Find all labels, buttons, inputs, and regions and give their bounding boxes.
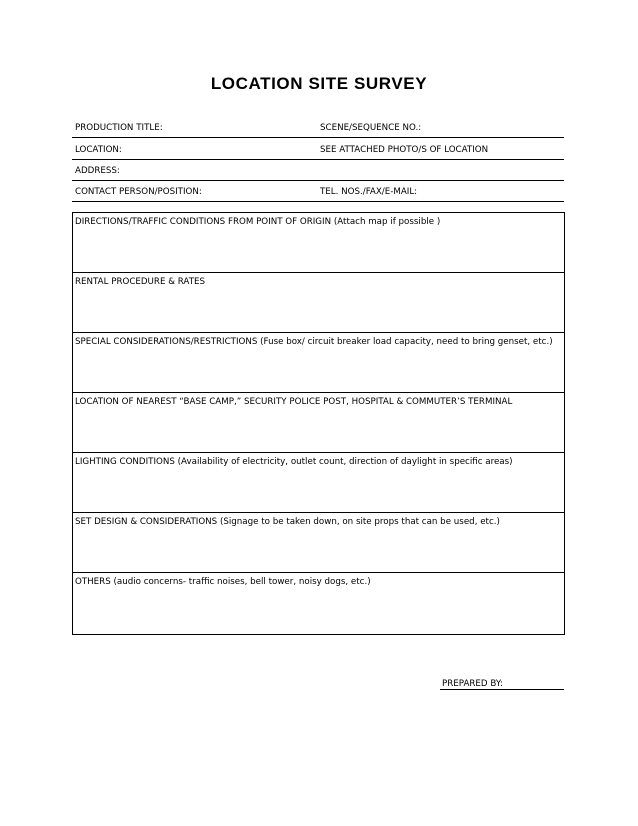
attached-photos-label: SEE ATTACHED PHOTO/S OF LOCATION: [320, 145, 489, 155]
field-row-location[interactable]: [72, 145, 564, 160]
production-title-label: PRODUCTION TITLE:: [75, 123, 163, 133]
section-label: OTHERS (audio concerns- traffic noises, bell tower, noisy dogs, etc.): [75, 577, 371, 587]
section-lighting-conditions[interactable]: [73, 453, 564, 513]
section-rental-procedure[interactable]: [73, 273, 564, 333]
survey-sections-box: [72, 212, 565, 635]
section-label: RENTAL PROCEDURE & RATES: [75, 277, 206, 287]
field-row-production-title[interactable]: [72, 123, 564, 138]
section-label: LOCATION OF NEAREST “BASE CAMP,” SECURITY POLICE POST, HOSPITAL & COMMUTER’S TERMINAL: [75, 397, 513, 407]
section-label: SPECIAL CONSIDERATIONS/RESTRICTIONS (Fuse box/ circuit breaker load capacity, need to bring genset, etc.): [75, 337, 553, 347]
section-set-design[interactable]: [73, 513, 564, 573]
scene-sequence-label: SCENE/SEQUENCE NO.:: [320, 123, 422, 133]
address-label: ADDRESS:: [75, 166, 120, 176]
section-directions[interactable]: [73, 213, 564, 273]
form-title: LOCATION SITE SURVEY: [210, 74, 428, 93]
section-label: LIGHTING CONDITIONS (Availability of electricity, outlet count, direction of daylight in specific areas): [75, 457, 513, 467]
field-row-contact[interactable]: [72, 187, 564, 202]
location-label: LOCATION:: [75, 145, 122, 155]
field-row-address[interactable]: [72, 166, 564, 181]
section-label: SET DESIGN & CONSIDERATIONS (Signage to be taken down, on site props that can be used, etc.): [75, 517, 500, 527]
prepared-by-label: PREPARED BY:: [442, 679, 503, 689]
section-special-considerations[interactable]: [73, 333, 564, 393]
section-others[interactable]: [73, 573, 564, 633]
section-label: DIRECTIONS/TRAFFIC CONDITIONS FROM POINT OF ORIGIN (Attach map if possible ): [75, 217, 441, 227]
tel-fax-email-label: TEL. NOS./FAX/E-MAIL:: [320, 187, 418, 197]
section-nearest-base-camp[interactable]: [73, 393, 564, 453]
contact-person-label: CONTACT PERSON/POSITION:: [75, 187, 202, 197]
prepared-by-field[interactable]: [440, 679, 564, 690]
